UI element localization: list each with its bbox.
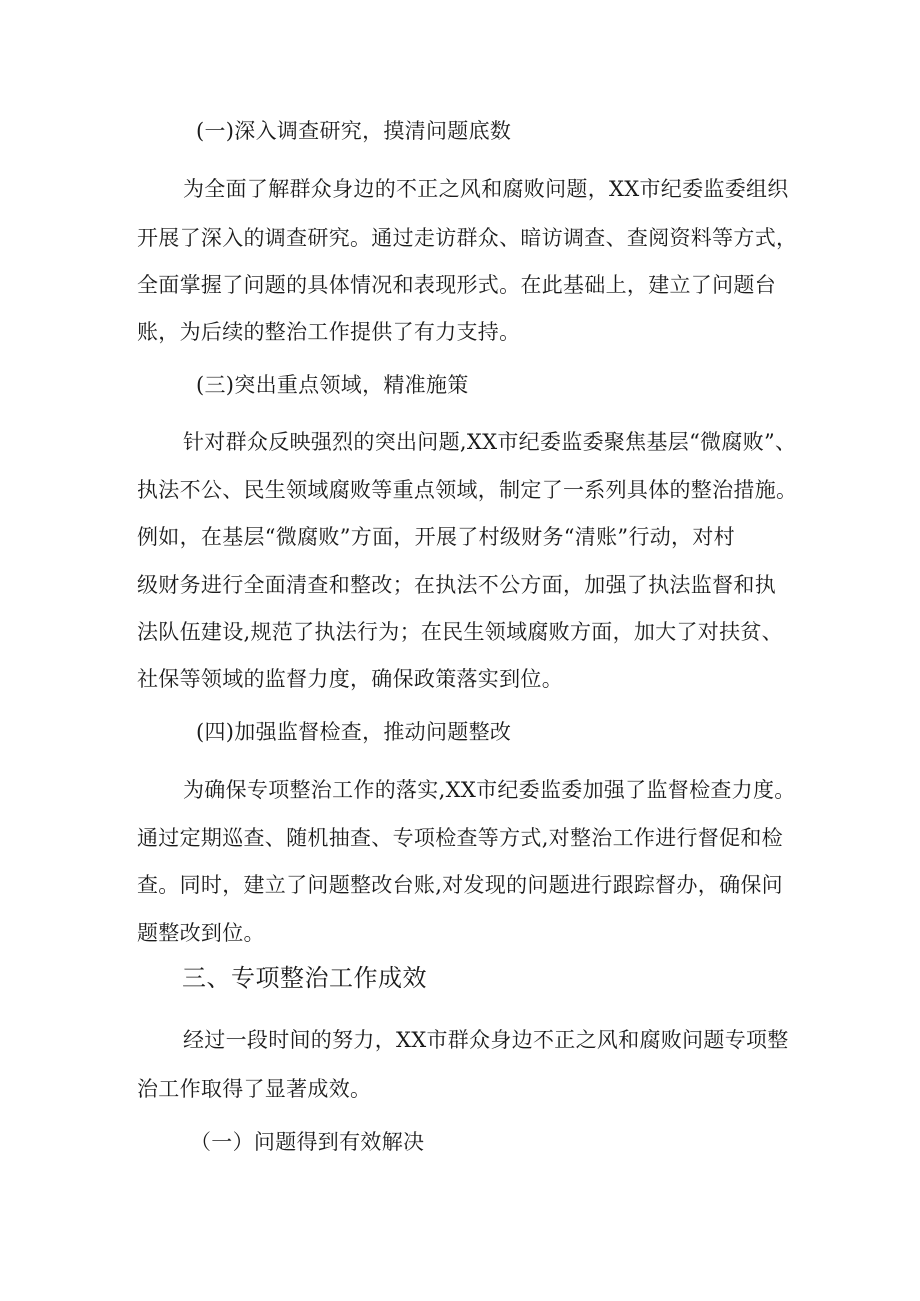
- paragraph-line: 级财务进行全面清查和整改；在执法不公方面，加强了执法监督和执: [137, 573, 776, 597]
- paragraph-line: 题整改到位。: [137, 921, 265, 945]
- paragraph-line: 全面掌握了问题的具体情况和表现形式。在此基础上，建立了问题台: [137, 273, 776, 297]
- paragraph-line: 执法不公、民生领域腐败等重点领域，制定了一系列具体的整治措施。: [137, 478, 798, 502]
- paragraph-line: 针对群众反映强烈的突出问题,XX市纪委监委聚焦基层“微腐败”、: [183, 430, 797, 454]
- paragraph-line: 开展了深入的调查研究。通过走访群众、暗访调查、查阅资料等方式，: [137, 226, 798, 250]
- subheading-supervision: (四)加强监督检查，推动问题整改: [196, 720, 512, 744]
- paragraph-line: 经过一段时间的努力，XX市群众身边不正之风和腐败问题专项整: [183, 1028, 789, 1052]
- paragraph-line: 法队伍建设,规范了执法行为；在民生领域腐败方面，加大了对扶贫、: [137, 620, 783, 644]
- paragraph-line: 账，为后续的整治工作提供了有力支持。: [137, 320, 521, 344]
- subheading-key-areas: (三)突出重点领域，精准施策: [196, 373, 469, 397]
- paragraph-line: 社保等领域的监督力度，确保政策落实到位。: [137, 667, 563, 691]
- paragraph-line: 治工作取得了显著成效。: [137, 1077, 372, 1101]
- paragraph-line: 查。同时，建立了问题整改台账,对发现的问题进行跟踪督办，确保问: [137, 873, 783, 897]
- paragraph-line: 例如，在基层“微腐败”方面，开展了村级财务“清账”行动，对村: [137, 525, 735, 549]
- paragraph-line: 为确保专项整治工作的落实,XX市纪委监委加强了监督检查力度。: [183, 778, 796, 802]
- paragraph-line: 为全面了解群众身边的不正之风和腐败问题，XX市纪委监委组织: [183, 177, 789, 201]
- paragraph-line: 通过定期巡查、随机抽查、专项检查等方式,对整治工作进行督促和检: [137, 826, 783, 850]
- subheading-investigation: (一)深入调查研究，摸清问题底数: [196, 119, 512, 143]
- subheading-problems-solved: （一）问题得到有效解决: [190, 1130, 425, 1154]
- section-heading-results: 三、专项整治工作成效: [182, 964, 427, 992]
